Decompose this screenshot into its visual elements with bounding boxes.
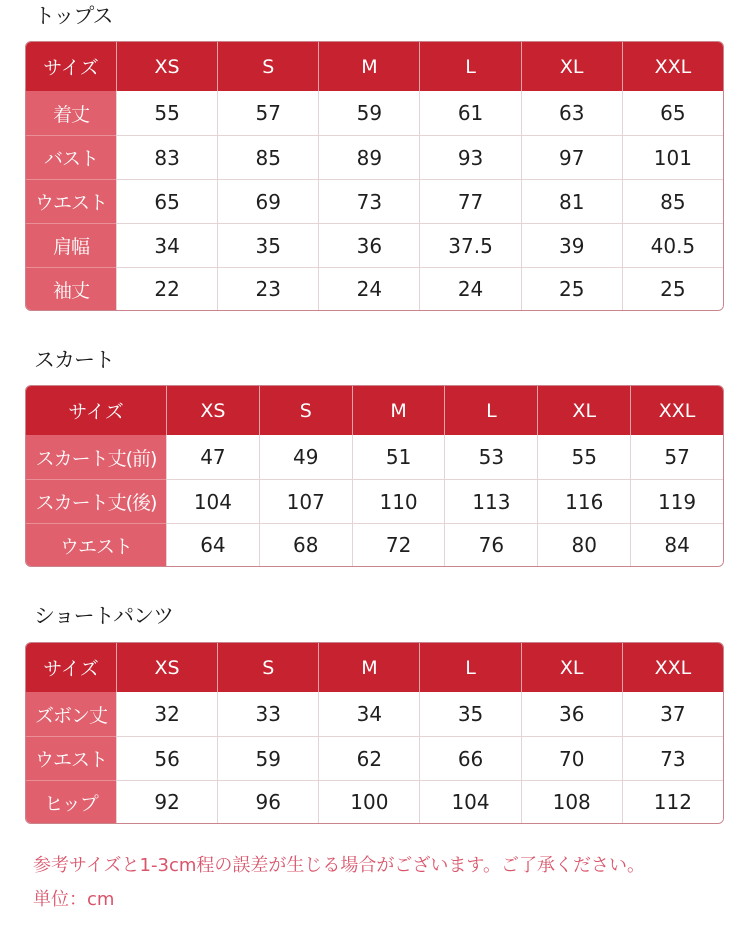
row-label: ウエスト bbox=[26, 179, 116, 223]
cell: 36 bbox=[318, 223, 419, 267]
skirt-title: スカート bbox=[34, 348, 114, 372]
header-cell: サイズ bbox=[26, 42, 116, 91]
cell: 116 bbox=[537, 479, 630, 523]
table-row bbox=[26, 479, 723, 523]
row-label: ズボン丈 bbox=[26, 692, 116, 736]
cell: 66 bbox=[419, 736, 520, 780]
cell: 113 bbox=[444, 479, 537, 523]
shorts-title: ショートパンツ bbox=[34, 604, 174, 628]
cell: 63 bbox=[521, 91, 622, 135]
header-cell: M bbox=[318, 42, 419, 91]
header-cell: M bbox=[318, 643, 419, 692]
cell: 65 bbox=[116, 179, 217, 223]
cell: 104 bbox=[419, 780, 520, 823]
cell: 93 bbox=[419, 135, 520, 179]
cell: 85 bbox=[217, 135, 318, 179]
table-row bbox=[26, 692, 723, 736]
cell: 37 bbox=[622, 692, 723, 736]
cell: 57 bbox=[630, 435, 723, 479]
table-row bbox=[26, 736, 723, 780]
header-cell: XS bbox=[116, 42, 217, 91]
cell: 112 bbox=[622, 780, 723, 823]
cell: 33 bbox=[217, 692, 318, 736]
cell: 104 bbox=[166, 479, 259, 523]
cell: 23 bbox=[217, 267, 318, 310]
row-label: バスト bbox=[26, 135, 116, 179]
unit-note: 単位：cm bbox=[33, 889, 115, 910]
row-label: スカート丈(前) bbox=[26, 435, 166, 479]
cell: 36 bbox=[521, 692, 622, 736]
cell: 55 bbox=[116, 91, 217, 135]
cell: 34 bbox=[116, 223, 217, 267]
cell: 35 bbox=[419, 692, 520, 736]
header-cell: サイズ bbox=[26, 643, 116, 692]
cell: 65 bbox=[622, 91, 723, 135]
cell: 107 bbox=[259, 479, 352, 523]
header-cell: S bbox=[217, 42, 318, 91]
cell: 59 bbox=[318, 91, 419, 135]
cell: 25 bbox=[622, 267, 723, 310]
cell: 119 bbox=[630, 479, 723, 523]
table-row bbox=[26, 179, 723, 223]
row-label: 袖丈 bbox=[26, 267, 116, 310]
header-cell: L bbox=[419, 42, 520, 91]
cell: 69 bbox=[217, 179, 318, 223]
cell: 56 bbox=[116, 736, 217, 780]
cell: 53 bbox=[444, 435, 537, 479]
cell: 72 bbox=[352, 523, 445, 566]
row-label: 着丈 bbox=[26, 91, 116, 135]
header-cell: L bbox=[444, 386, 537, 435]
header-cell: M bbox=[352, 386, 445, 435]
cell: 89 bbox=[318, 135, 419, 179]
row-label: ウエスト bbox=[26, 736, 116, 780]
cell: 85 bbox=[622, 179, 723, 223]
table-row bbox=[26, 267, 723, 310]
header-cell: S bbox=[259, 386, 352, 435]
cell: 62 bbox=[318, 736, 419, 780]
header-cell: XL bbox=[537, 386, 630, 435]
cell: 108 bbox=[521, 780, 622, 823]
table-row bbox=[26, 523, 723, 566]
row-label: スカート丈(後) bbox=[26, 479, 166, 523]
header-cell: S bbox=[217, 643, 318, 692]
cell: 55 bbox=[537, 435, 630, 479]
cell: 24 bbox=[419, 267, 520, 310]
header-cell: XS bbox=[116, 643, 217, 692]
table-header-row bbox=[26, 386, 723, 435]
header-cell: XL bbox=[521, 643, 622, 692]
cell: 77 bbox=[419, 179, 520, 223]
table-row bbox=[26, 91, 723, 135]
cell: 64 bbox=[166, 523, 259, 566]
table-row bbox=[26, 780, 723, 823]
header-cell: XXL bbox=[622, 42, 723, 91]
header-cell: サイズ bbox=[26, 386, 166, 435]
cell: 47 bbox=[166, 435, 259, 479]
cell: 92 bbox=[116, 780, 217, 823]
cell: 51 bbox=[352, 435, 445, 479]
cell: 100 bbox=[318, 780, 419, 823]
cell: 61 bbox=[419, 91, 520, 135]
cell: 57 bbox=[217, 91, 318, 135]
cell: 24 bbox=[318, 267, 419, 310]
cell: 32 bbox=[116, 692, 217, 736]
table-row bbox=[26, 135, 723, 179]
cell: 25 bbox=[521, 267, 622, 310]
cell: 35 bbox=[217, 223, 318, 267]
tops-title: トップス bbox=[34, 4, 113, 28]
row-label: 肩幅 bbox=[26, 223, 116, 267]
cell: 68 bbox=[259, 523, 352, 566]
cell: 80 bbox=[537, 523, 630, 566]
table-row bbox=[26, 435, 723, 479]
row-label: ヒップ bbox=[26, 780, 116, 823]
cell: 34 bbox=[318, 692, 419, 736]
table-header-row bbox=[26, 643, 723, 692]
cell: 22 bbox=[116, 267, 217, 310]
table-row bbox=[26, 223, 723, 267]
cell: 70 bbox=[521, 736, 622, 780]
row-label: ウエスト bbox=[26, 523, 166, 566]
cell: 97 bbox=[521, 135, 622, 179]
table-header-row bbox=[26, 42, 723, 91]
cell: 49 bbox=[259, 435, 352, 479]
cell: 40.5 bbox=[622, 223, 723, 267]
cell: 73 bbox=[318, 179, 419, 223]
cell: 84 bbox=[630, 523, 723, 566]
skirt-size-table bbox=[25, 385, 724, 567]
cell: 96 bbox=[217, 780, 318, 823]
shorts-size-table bbox=[25, 642, 724, 824]
cell: 110 bbox=[352, 479, 445, 523]
cell: 81 bbox=[521, 179, 622, 223]
cell: 59 bbox=[217, 736, 318, 780]
cell: 73 bbox=[622, 736, 723, 780]
cell: 37.5 bbox=[419, 223, 520, 267]
disclaimer-note: 参考サイズと1-3cm程の誤差が生じる場合がございます。ご了承ください。 bbox=[33, 855, 645, 876]
cell: 83 bbox=[116, 135, 217, 179]
cell: 101 bbox=[622, 135, 723, 179]
header-cell: XS bbox=[166, 386, 259, 435]
tops-size-table bbox=[25, 41, 724, 311]
cell: 76 bbox=[444, 523, 537, 566]
header-cell: XL bbox=[521, 42, 622, 91]
cell: 39 bbox=[521, 223, 622, 267]
header-cell: XXL bbox=[630, 386, 723, 435]
header-cell: XXL bbox=[622, 643, 723, 692]
header-cell: L bbox=[419, 643, 520, 692]
